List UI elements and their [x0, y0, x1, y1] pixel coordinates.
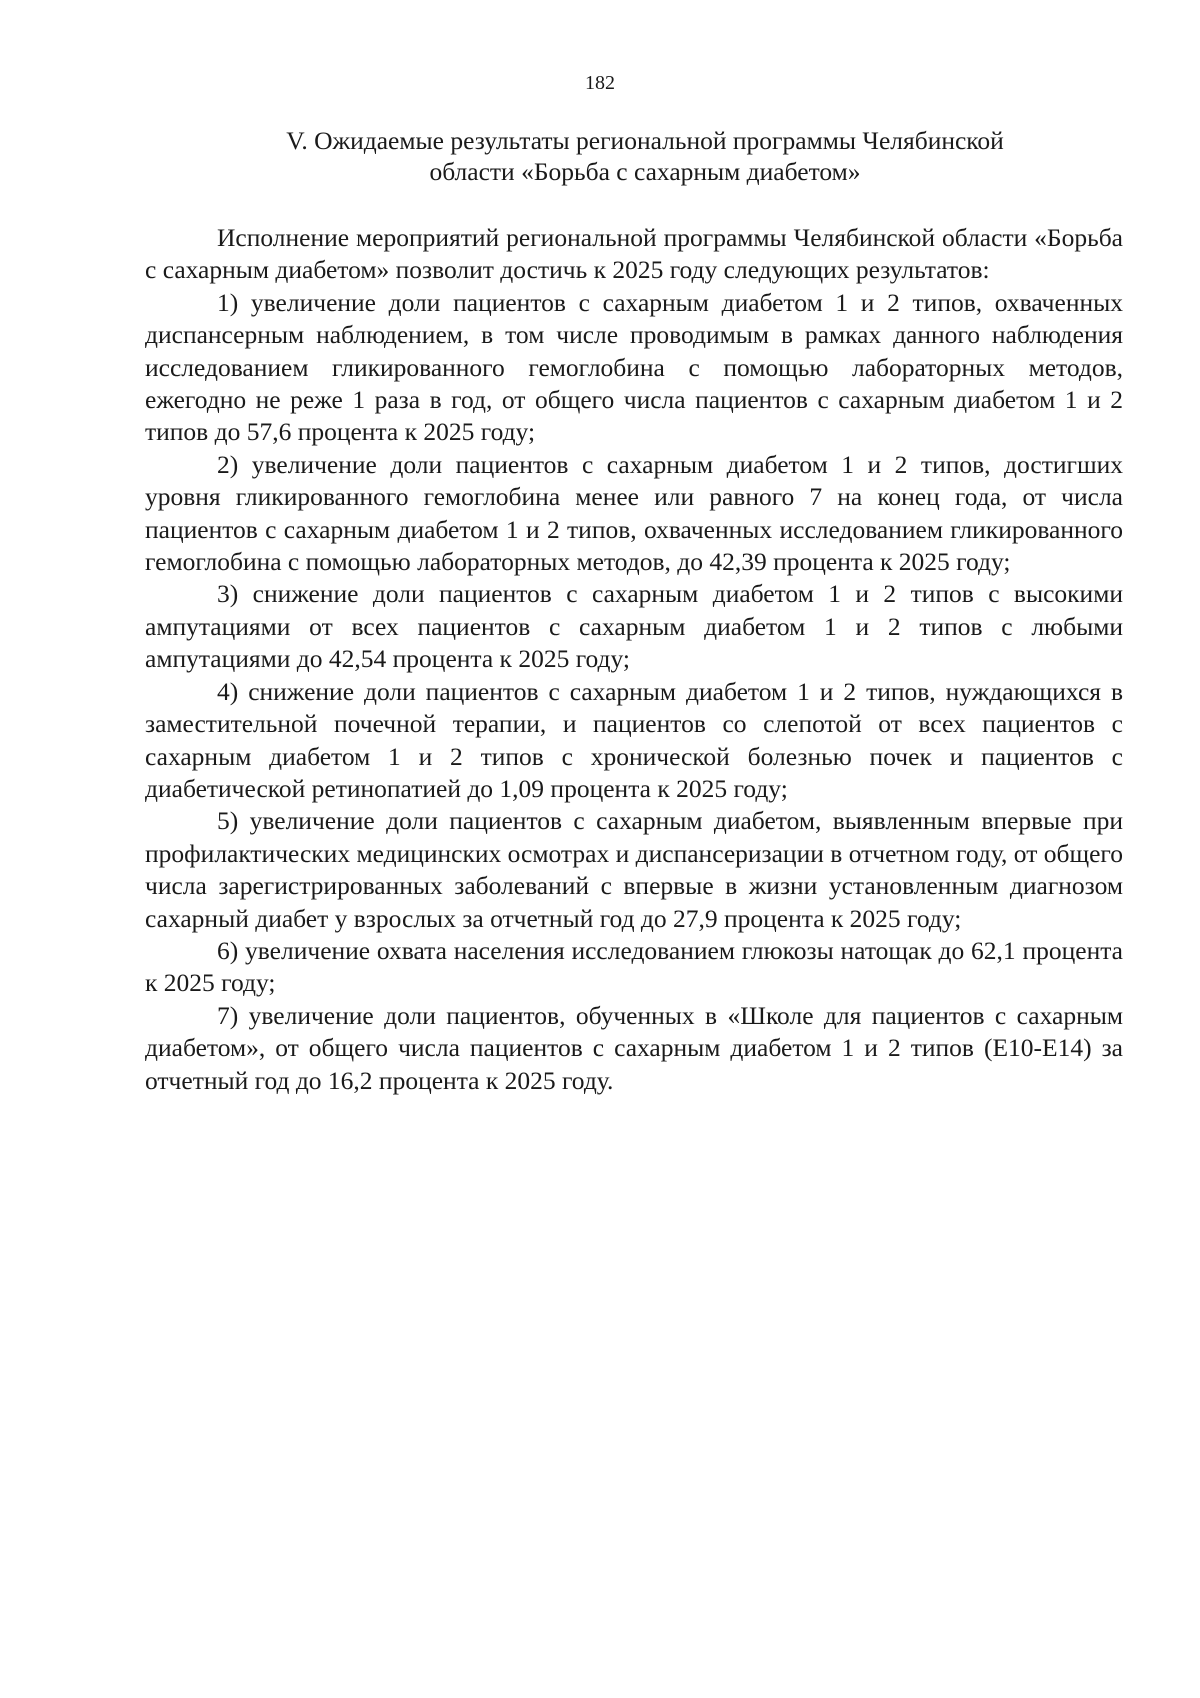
result-item-7: 7) увеличение доли пациентов, обученных в «Школе для пациентов с сахарным диабетом», от общего числа пациентов с сахарным диабетом 1 и 2 типов (Е10-Е14) за отчетный год до 16,2 процента к 2025 году.	[145, 1000, 1123, 1095]
result-item-2: 2) увеличение доли пациентов с сахарным диабетом 1 и 2 типов, достигших уровня гликированного гемоглобина менее или равного 7 на конец года, от числа пациентов с сахарным диабетом 1 и 2 типов, охваченных исследованием гликированного гемоглобина с помощью лабораторных методов, до 42,39 процента к 2025 году;	[145, 449, 1123, 577]
result-item-1: 1) увеличение доли пациентов с сахарным диабетом 1 и 2 типов, охваченных диспансерным наблюдением, в том числе проводимым в рамках данного наблюдения исследованием гликированного гемоглобина с помощью лабораторных методов, ежегодно не реже 1 раза в год, от общего числа пациентов с сахарным диабетом 1 и 2 типов до 57,6 процента к 2025 году;	[145, 287, 1123, 447]
result-item-6: 6) увеличение охвата населения исследованием глюкозы натощак до 62,1 процента к 2025 году;	[145, 935, 1123, 998]
body-text	[145, 222, 1123, 1097]
result-item-3: 3) снижение доли пациентов с сахарным диабетом 1 и 2 типов с высокими ампутациями от всех пациентов с сахарным диабетом 1 и 2 типов с любыми ампутациями до 42,54 процента к 2025 году;	[145, 579, 1123, 674]
page-number: 182	[585, 72, 615, 94]
result-item-4: 4) снижение доли пациентов с сахарным диабетом 1 и 2 типов, нуждающихся в заместительной почечной терапии, и пациентов со слепотой от всех пациентов с сахарным диабетом 1 и 2 типов с хронической болезнью почек и пациентов с диабетической ретинопатией до 1,09 процента к 2025 году;	[145, 676, 1123, 803]
section-heading-line-1: V. Ожидаемые результаты региональной программы Челябинской	[286, 126, 1004, 155]
section-heading	[150, 125, 1140, 187]
result-item-5: 5) увеличение доли пациентов с сахарным диабетом, выявленным впервые при профилактических медицинских осмотрах и диспансеризации в отчетном году, от общего числа зарегистрированных заболеваний с впервые в жизни установленным диагнозом сахарный диабет у взрослых за отчетный год до 27,9 процента к 2025 году;	[145, 806, 1123, 933]
section-heading-line-2: области «Борьба с сахарным диабетом»	[429, 157, 861, 186]
intro-paragraph: Исполнение мероприятий региональной программы Челябинской области «Борьба с сахарным диабетом» позволит достичь к 2025 году следующих результатов:	[145, 223, 1123, 285]
